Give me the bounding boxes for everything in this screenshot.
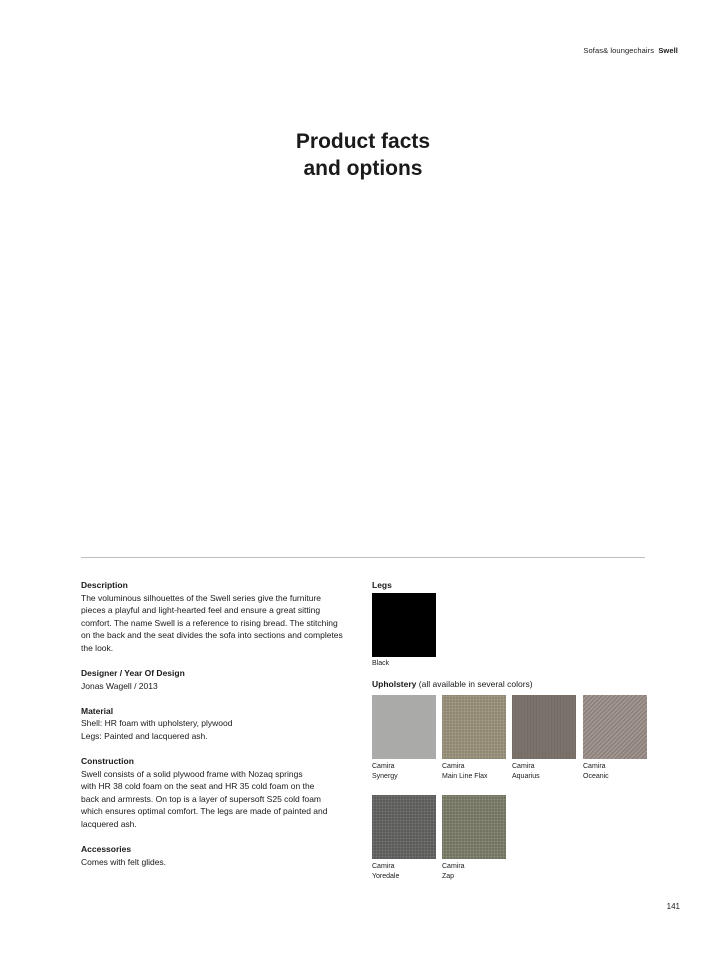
upholstery-swatch-main-line-flax	[442, 695, 506, 759]
construction-line: back and armrests. On top is a layer of supersoft S25 cold foam	[81, 793, 322, 804]
description-heading: Description	[81, 580, 128, 590]
construction-line: Swell consists of a solid plywood frame with Nozaq springs	[81, 768, 303, 779]
accessories-section	[81, 843, 366, 868]
accessories-heading: Accessories	[81, 844, 132, 855]
upholstery-swatch-yoredale	[372, 795, 436, 859]
upholstery-heading-note: (all available in several colors)	[418, 679, 533, 689]
running-header	[583, 46, 678, 55]
construction-line: which ensures optimal comfort. The legs are made of painted and	[81, 806, 328, 817]
upholstery-caption-oceanic: Camira Oceanic	[583, 763, 609, 780]
upholstery-caption-aquarius: Camira Aquarius	[512, 763, 540, 780]
upholstery-swatch-aquarius	[512, 695, 576, 759]
options-column	[372, 579, 662, 880]
description-line: comfort. The name Swell is a reference to rising bread. The stitching	[81, 617, 338, 628]
page-number: 141	[666, 902, 680, 911]
description-line: the look.	[81, 642, 114, 653]
legs-heading: Legs	[372, 580, 392, 590]
upholstery-caption-main-line-flax: Camira Main Line Flax	[442, 763, 488, 780]
description-line: pieces a playful and light-hearted feel and ensure a great sitting	[81, 605, 321, 616]
construction-line: lacquered ash.	[81, 819, 137, 829]
legs-swatch-black	[372, 593, 436, 657]
page-title-line-2: and options	[303, 157, 423, 180]
designer-section	[81, 667, 366, 692]
upholstery-swatch-synergy	[372, 695, 436, 759]
description-line: on the back and the seat divides the sofa into sections and completes	[81, 630, 343, 641]
header-product: Swell	[658, 46, 678, 55]
section-divider	[81, 557, 645, 558]
upholstery-caption-yoredale: Camira Yoredale	[372, 863, 400, 880]
material-line: Shell: HR foam with upholstery, plywood	[81, 718, 233, 729]
construction-line: with HR 38 cold foam on the seat and HR 35 cold foam on the	[81, 781, 315, 792]
upholstery-caption-synergy: Camira Synergy	[372, 763, 398, 780]
construction-heading: Construction	[81, 756, 134, 767]
page-title	[0, 128, 726, 182]
upholstery-caption-zap: Camira Zap	[442, 863, 465, 880]
material-heading: Material	[81, 705, 114, 716]
accessories-text: Comes with felt glides.	[81, 856, 167, 867]
upholstery-heading	[372, 678, 672, 690]
page-title-line-1: Product facts	[295, 130, 431, 153]
upholstery-swatch-oceanic	[583, 695, 647, 759]
product-facts	[81, 579, 366, 881]
upholstery-swatch-zap	[442, 795, 506, 859]
designer-heading: Designer / Year Of Design	[81, 668, 185, 679]
legs-swatch-label: Black	[372, 660, 390, 667]
description-line: The voluminous silhouettes of the Swell series give the furniture	[81, 592, 322, 603]
material-line: Legs: Painted and lacquered ash.	[81, 730, 208, 741]
upholstery-heading-title: Upholstery	[372, 679, 417, 689]
construction-section	[81, 755, 366, 831]
description-section	[81, 579, 366, 655]
designer-text: Jonas Wagell / 2013	[81, 680, 158, 691]
header-category: Sofas& loungechairs	[583, 46, 655, 55]
material-section	[81, 705, 366, 743]
